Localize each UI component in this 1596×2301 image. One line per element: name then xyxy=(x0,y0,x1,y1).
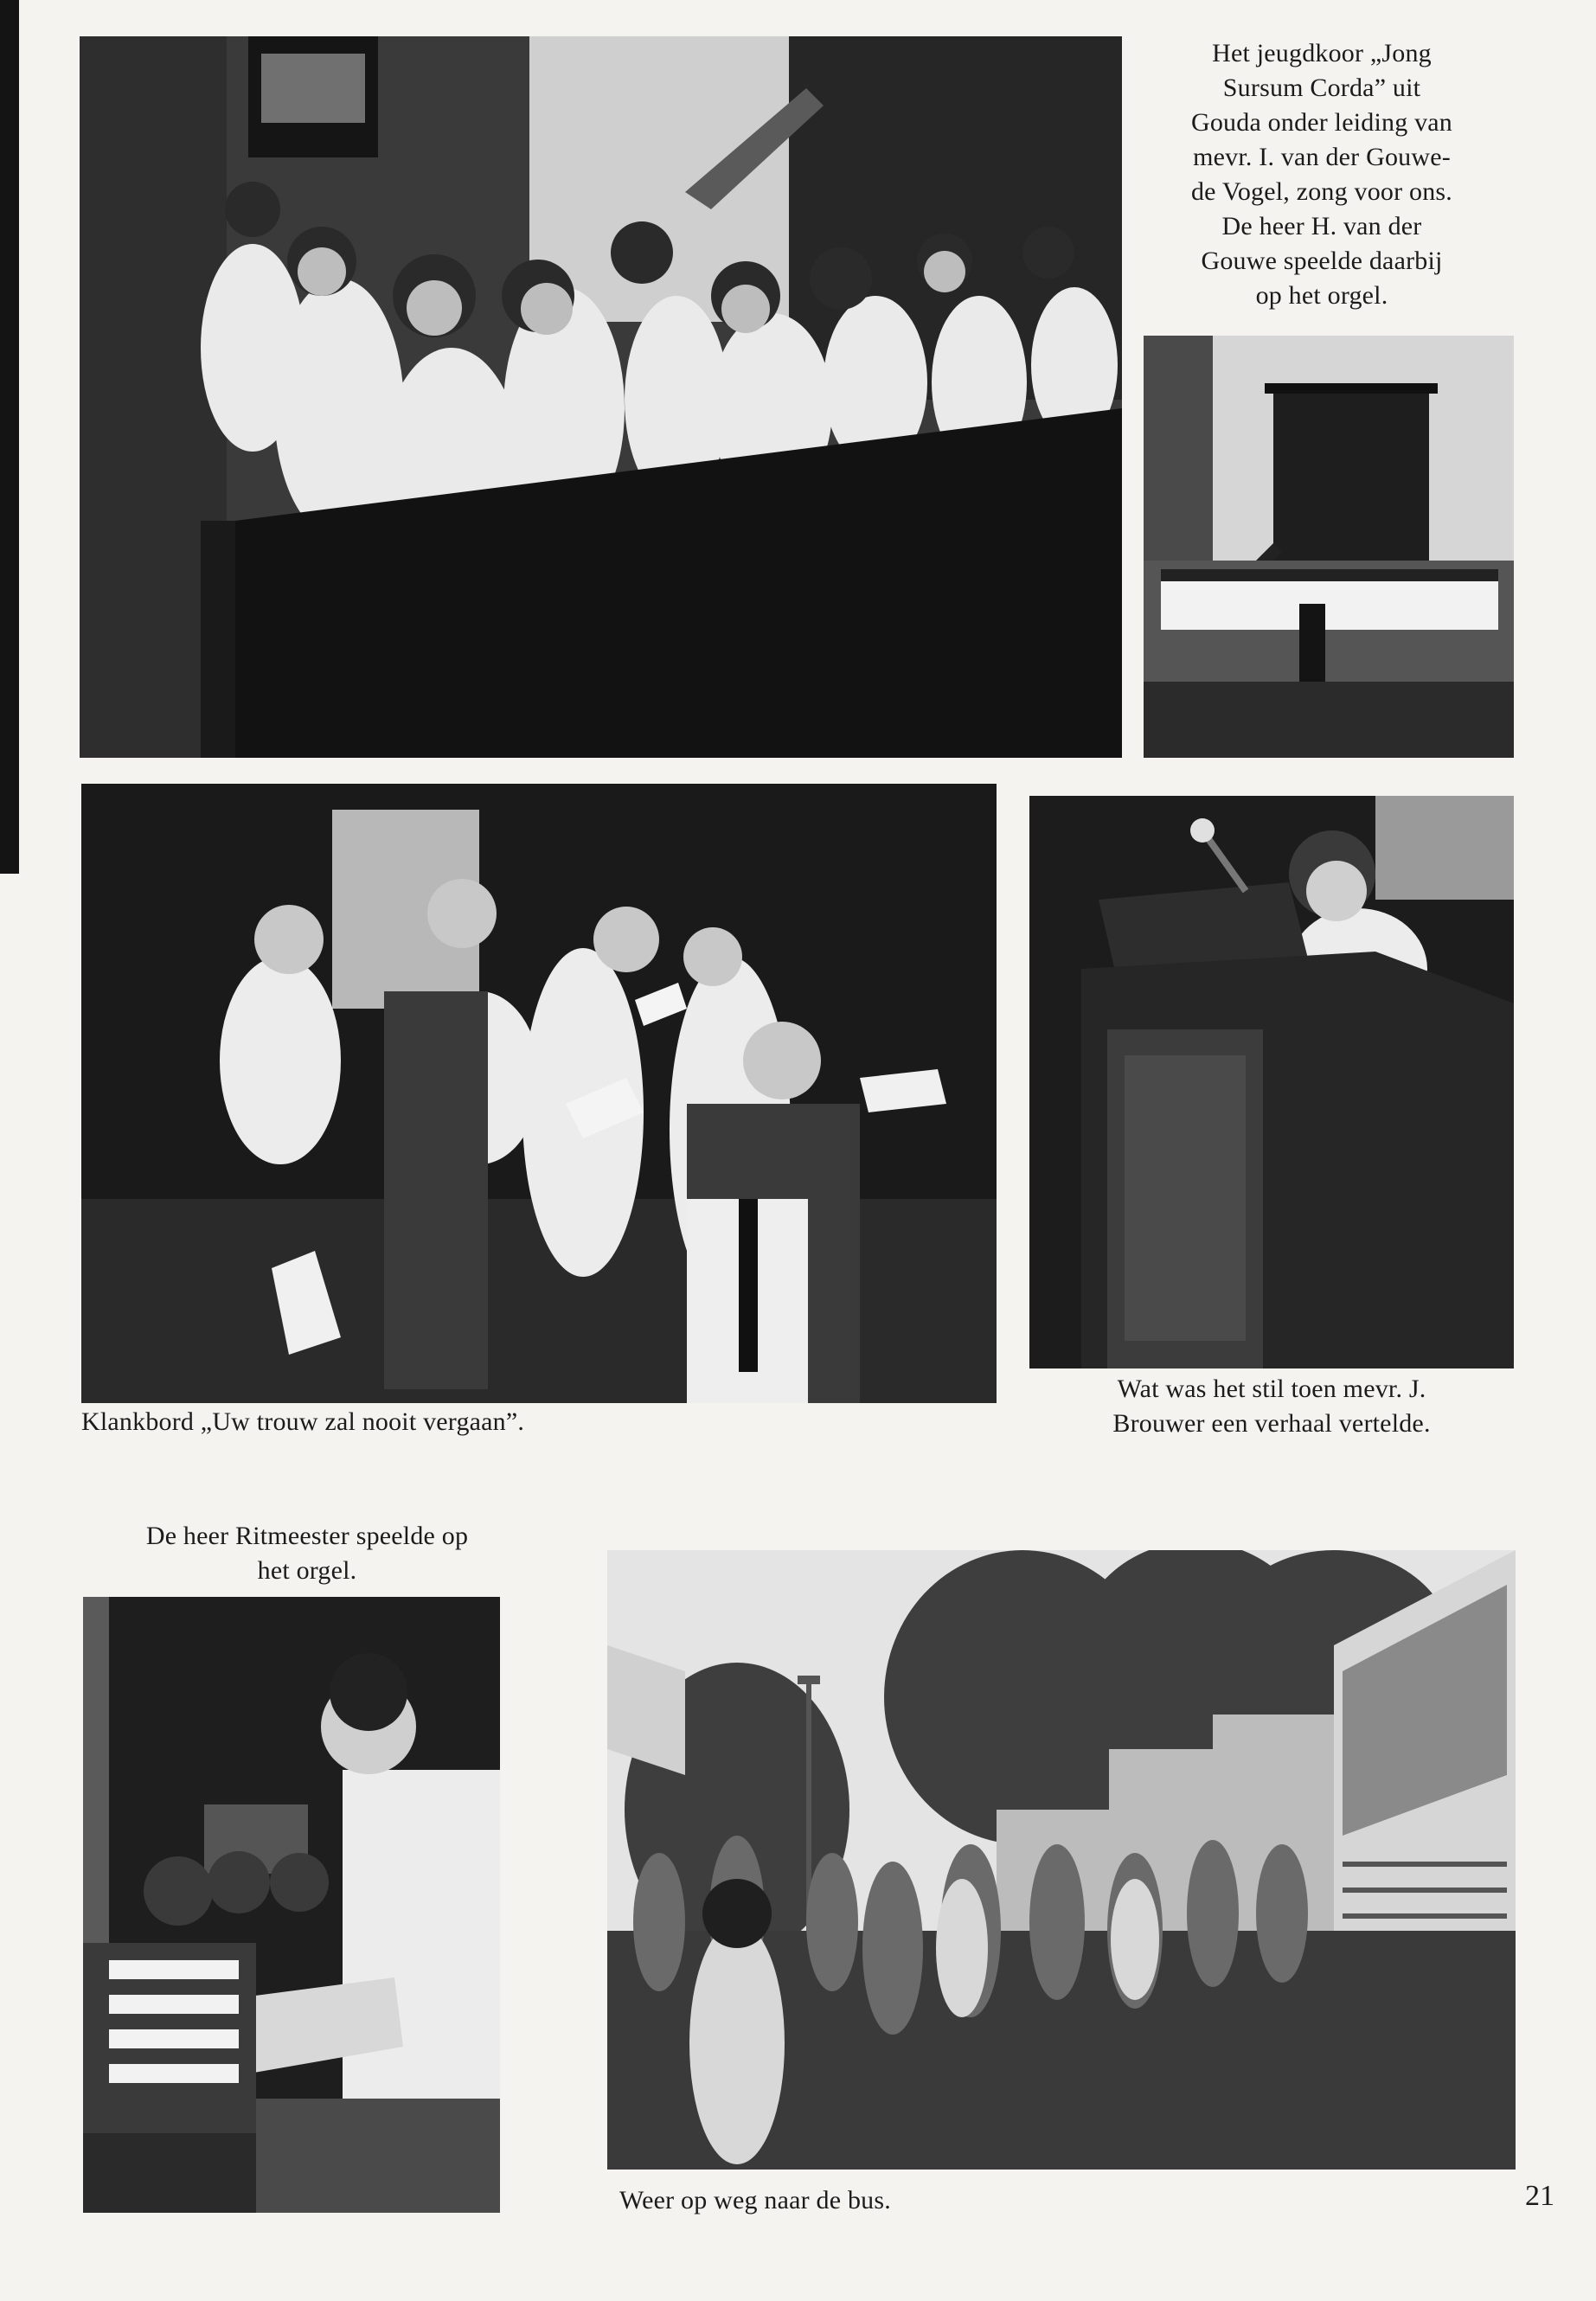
photo-youth-choir-closeup xyxy=(80,36,1122,758)
caption-line: de Vogel, zong voor ons. xyxy=(1190,177,1452,206)
caption-line: Het jeugdkoor „Jong xyxy=(1212,39,1432,67)
caption-line: Brouwer een verhaal vertelde. xyxy=(1112,1409,1431,1438)
caption-line: Wat was het stil toen mevr. J. xyxy=(1117,1375,1426,1403)
photo-choir-wide-shot xyxy=(1144,336,1514,758)
caption-organist xyxy=(95,1519,519,1588)
caption-line: op het orgel. xyxy=(1255,281,1388,310)
caption-walking-to-bus xyxy=(619,2183,1104,2218)
caption-line: mevr. I. van der Gouwe- xyxy=(1193,143,1451,171)
caption-line: De heer H. van der xyxy=(1221,212,1422,240)
caption-line: De heer Ritmeester speelde op xyxy=(145,1522,469,1550)
caption-line: Gouda onder leiding van xyxy=(1190,108,1453,137)
photo-walking-to-bus xyxy=(607,1550,1516,2170)
photo-organist xyxy=(83,1597,500,2213)
caption-line: Sursum Corda” uit xyxy=(1222,74,1421,102)
caption-line: Gouwe speelde daarbij xyxy=(1201,247,1443,275)
photo-storyteller-lectern xyxy=(1029,796,1514,1368)
caption-line: het orgel. xyxy=(257,1556,357,1585)
caption-line: Klankbord „Uw trouw zal nooit vergaan”. xyxy=(81,1407,525,1436)
caption-klankbord xyxy=(81,1405,756,1439)
photo-klankbord-group xyxy=(81,784,997,1403)
caption-youth-choir xyxy=(1140,36,1503,313)
caption-storyteller xyxy=(1029,1372,1514,1441)
page-edge-shadow xyxy=(0,0,19,874)
page-number: 21 xyxy=(1525,2180,1554,2212)
caption-line: Weer op weg naar de bus. xyxy=(619,2186,891,2214)
